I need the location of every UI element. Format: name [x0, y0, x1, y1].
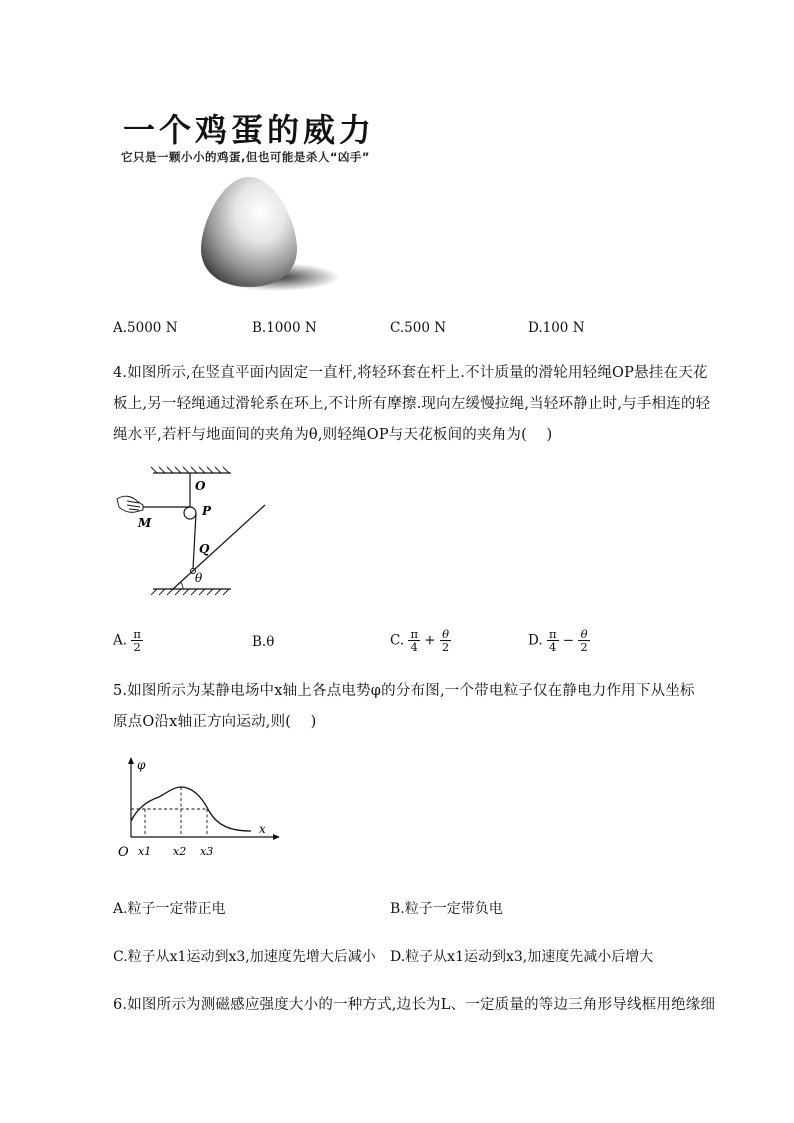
q4-line-3: 绳水平,若杆与地面间的夹角为θ,则轻绳OP与天花板间的夹角为( ) — [113, 427, 553, 443]
q4-line-1: 4.如图所示,在竖直平面内固定一直杆,将轻环套在杆上.不计质量的滑轮用轻绳OP悬挂在天花 — [113, 365, 708, 381]
q5-option-b: B.粒子一定带负电 — [390, 901, 503, 917]
q3-option-d: D.100 N — [528, 320, 585, 336]
q4-option-c-b-num: θ — [440, 628, 451, 641]
egg-illustration — [113, 167, 385, 300]
q4-option-c-a-den: 4 — [410, 640, 418, 654]
q4-option-b — [252, 634, 274, 650]
q4-option-d-b-num: θ — [578, 628, 589, 641]
q4-stem — [113, 358, 711, 451]
q4-option-d-b-den: 2 — [580, 640, 588, 654]
q4-option-d-op: − — [562, 632, 575, 649]
q4-option-d-prefix: D. — [528, 632, 543, 649]
q4-option-c-a-num: π — [410, 627, 418, 641]
q4-option-c — [390, 628, 451, 653]
egg-image-subtitle: 它只是一颗小小的鸡蛋,但也可能是杀人“凶手” — [121, 150, 370, 164]
q4-option-b-text: B.θ — [252, 634, 275, 650]
q4-option-a-prefix: A. — [113, 632, 128, 649]
q4-option-a-num: π — [133, 627, 141, 641]
q6-stem: 6.如图所示为测磁感应强度大小的一种方式,边长为L、一定质量的等边三角形导线框用绝缘细 — [113, 997, 716, 1013]
q5-option-a: A.粒子一定带正电 — [113, 901, 226, 917]
q4-option-c-prefix: C. — [390, 632, 405, 649]
q4-figure — [113, 465, 273, 595]
q4-option-d-a-den: 4 — [549, 640, 557, 654]
q4-option-d-frac-a — [547, 628, 559, 653]
q4-label-theta: θ — [195, 571, 203, 585]
q5-figure — [113, 755, 283, 865]
q5-option-c: C.粒子从x1运动到x3,加速度先增大后减小 — [113, 949, 376, 965]
q3-option-b: B.1000 N — [252, 320, 317, 336]
q4-option-d-frac-b — [578, 628, 589, 653]
q4-option-a — [113, 628, 143, 653]
q5-label-x2: x2 — [173, 845, 187, 858]
q4-label-m: M — [138, 516, 152, 530]
q5-label-x3: x3 — [200, 845, 214, 858]
q4-option-c-frac-b — [440, 628, 451, 653]
q4-option-a-fraction — [131, 628, 143, 653]
q3-option-c: C.500 N — [390, 320, 447, 336]
q4-label-p: P — [202, 504, 212, 518]
q5-label-x: x — [259, 822, 266, 836]
egg-image-title: 一个鸡蛋的威力 — [123, 111, 376, 149]
egg-image — [113, 95, 385, 300]
q5-label-x1: x1 — [138, 845, 152, 858]
q5-stem — [113, 676, 693, 738]
q5-option-d: D.粒子从x1运动到x3,加速度先减小后增大 — [390, 949, 654, 965]
q5-line-2: 原点O沿x轴正方向运动,则( ) — [113, 714, 317, 730]
q4-label-o: O — [195, 479, 206, 493]
q4-option-d-a-num: π — [548, 627, 557, 641]
q4-option-c-b-den: 2 — [441, 640, 450, 654]
q5-line-1: 5.如图所示为某静电场中x轴上各点电势φ的分布图,一个带电粒子仅在静电力作用下从坐标 — [113, 683, 695, 699]
hand-icon — [117, 496, 143, 512]
q4-label-q: Q — [199, 542, 210, 556]
q5-label-phi: φ — [137, 758, 146, 772]
q3-option-a: A.5000 N — [113, 320, 178, 336]
q5-label-origin: O — [118, 845, 129, 860]
q4-option-d — [528, 628, 590, 653]
q4-option-a-den: 2 — [133, 640, 141, 654]
q4-line-2: 板上,另一轻绳通过滑轮系在环上,不计所有摩擦.现向左缓慢拉绳,当轻环静止时,与手相连的轻 — [113, 396, 711, 412]
q4-option-c-op: + — [424, 632, 436, 649]
q4-option-c-frac-a — [408, 628, 420, 653]
